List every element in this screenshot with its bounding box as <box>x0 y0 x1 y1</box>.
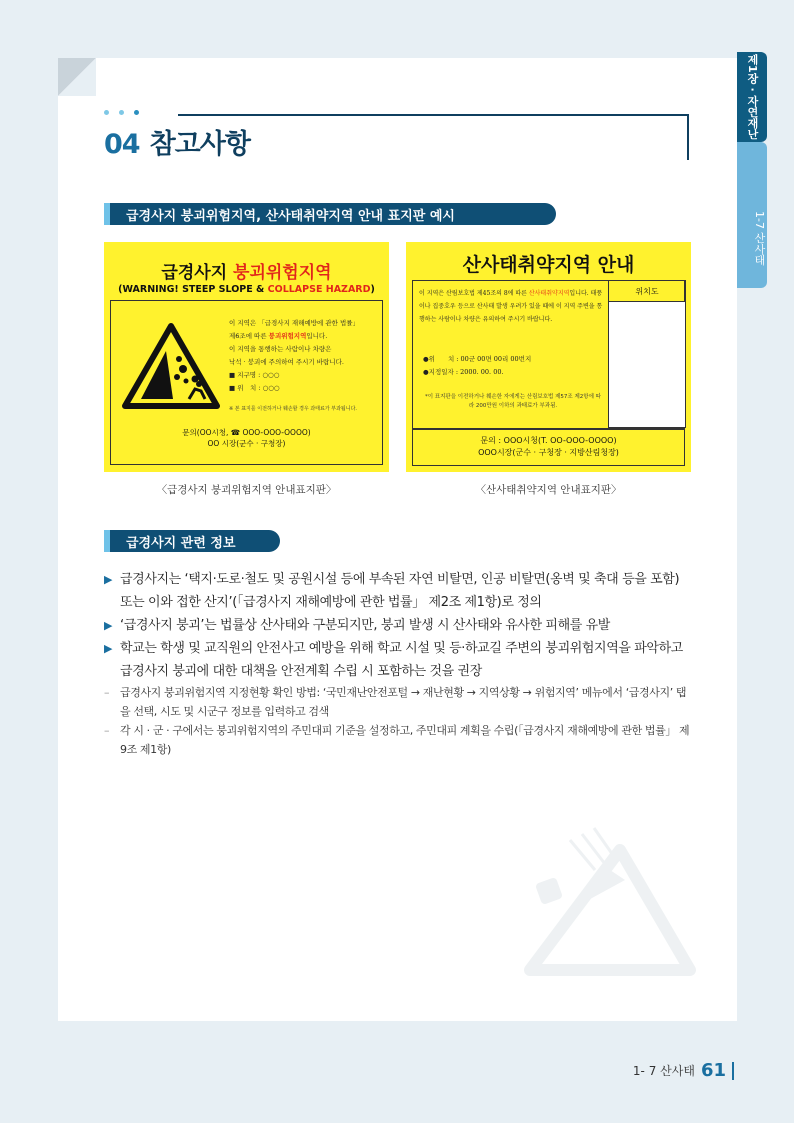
bullet-arrow-icon: ▶ <box>104 619 113 632</box>
landslide-area-sign <box>406 242 691 472</box>
page-footer <box>633 1060 734 1081</box>
falling-rocks-warning-icon <box>121 321 221 411</box>
sign2-text: 이 지역은 산림보호법 제45조의 8에 따른 산사태취약지역입니다. 태풍이나 집중호우 등으로 산사태 발생 우려가 있을 때에 이 지역 주변을 통행하는 사람이나 차량은 유의하여 주시기 바랍니다. <box>419 290 603 323</box>
info-list <box>104 568 694 759</box>
steep-slope-sign <box>104 242 389 472</box>
dash-icon: – <box>104 724 110 737</box>
title-dots <box>104 110 139 115</box>
location-map-label: 위치도 <box>608 280 686 302</box>
section-number: 04 <box>104 129 140 160</box>
subsection-title: 급경사지 관련 정보 <box>126 535 236 551</box>
page-corner-cut <box>58 58 96 96</box>
sign2-items: ●위 치 : 00군 00면 00리 00번지 ●지정일자 : 2000. 00. 00. <box>423 355 532 376</box>
sign2-divider <box>413 428 684 430</box>
sign1-text: 이 지역은 「급경사지 재해예방에 관한 법률」 제6조에 따른 붕괴위험지역입니다. 이 지역을 통행하는 사람이나 차량은 낙석 · 붕괴에 주의하여 주시기 바랍니다. ■ 지구명 : ○○○ ■ 위 치 : ○○○ <box>229 319 360 392</box>
sub-list-item: – 각 시 · 군 · 구에서는 붕괴위험지역의 주민대피 기준을 설정하고, 주민대피 계획을 수립(「급경사지 재해예방에 관한 법률」 제9조 제1항) <box>104 721 694 759</box>
list-item: ▶ ‘급경사지 붕괴’는 법률상 산사태와 구분되지만, 붕괴 발생 시 산사태와 유사한 피해를 유발 <box>104 614 694 637</box>
footer-bar <box>732 1062 734 1080</box>
list-item: ▶ 학교는 학생 및 교직원의 안전사고 예방을 위해 학교 시설 및 등·하교길 주변의 붕괴위험지역을 파악하고 급경사지 붕괴에 대한 대책을 안전계획 수립 시 포함하는 것을 권장 <box>104 637 694 683</box>
subsection-heading-info <box>104 530 280 552</box>
landslide-illustration-icon <box>510 820 700 980</box>
sign2-note: *이 표지판을 이전하거나 훼손한 자에게는 산림보호법 제57조 제2항에 따라 200만원 이하의 과태료가 부과됨. <box>424 394 601 409</box>
list-item: ▶ 급경사지는 ‘택지·도로·철도 및 공원시설 등에 부속된 자연 비탈면, 인공 비탈면(옹벽 및 축대 등을 포함) 또는 이와 접한 산지’(「급경사지 재해예방에 관한 법률」 제2조 제1항)로 정의 <box>104 568 694 614</box>
section-heading <box>104 122 250 161</box>
section-title: 참고사항 <box>149 129 250 160</box>
sign1-contact: 문의(OO시청, ☎ OOO-OOO-OOOO) OO 시장(군수 · 구청장) <box>182 428 311 448</box>
title-rule <box>178 114 689 116</box>
sub-list-item: – 급경사지 붕괴위험지역 지정현황 확인 방법: ‘국민재난안전포털 → 재난현황 → 지역상황 → 위험지역’ 메뉴에서 ‘급경사지’ 탭을 선택, 시도 및 시군구 정보를 입력하고 검색 <box>104 683 694 721</box>
location-map-area <box>608 301 686 428</box>
sign2-panel <box>412 280 685 466</box>
section-tab-label: 1-7 산사태 <box>753 210 766 266</box>
section-tab[interactable] <box>737 142 767 288</box>
bullet-arrow-icon: ▶ <box>104 642 113 655</box>
sign1-caption: 〈급경사지 붕괴위험지역 안내표지판〉 <box>156 484 337 496</box>
sign1-subtitle: (WARNING! STEEP SLOPE & COLLAPSE HAZARD) <box>118 284 375 295</box>
sign2-contact: 문의 : OOO시청(T. OO-OOO-OOOO) OOO시장(군수 · 구청장 · 지방산림청장) <box>478 436 619 457</box>
title-rule-end <box>687 114 689 160</box>
chapter-tab[interactable] <box>737 52 767 142</box>
subsection-title: 급경사지 붕괴위험지역, 산사태취약지역 안내 표지판 예시 <box>126 208 455 224</box>
bullet-arrow-icon: ▶ <box>104 573 113 586</box>
sign1-note: ※ 본 표지를 이전하거나 훼손할 경우 과태료가 부과됩니다. <box>229 406 357 412</box>
subsection-heading-signs <box>104 203 556 225</box>
page-number: 61 <box>700 1060 726 1081</box>
footer-chapter: 1- 7 산사태 <box>632 1064 695 1078</box>
chapter-tab-label: 제1장 · 자연재난 <box>746 54 759 140</box>
sign2-title: 산사태취약지역 안내 <box>462 254 635 276</box>
sign2-caption: 〈산사태취약지역 안내표지판〉 <box>475 484 622 496</box>
dash-icon: – <box>104 686 110 699</box>
sign1-panel <box>110 300 383 465</box>
sign1-title: 급경사지 붕괴위험지역 <box>161 263 332 283</box>
